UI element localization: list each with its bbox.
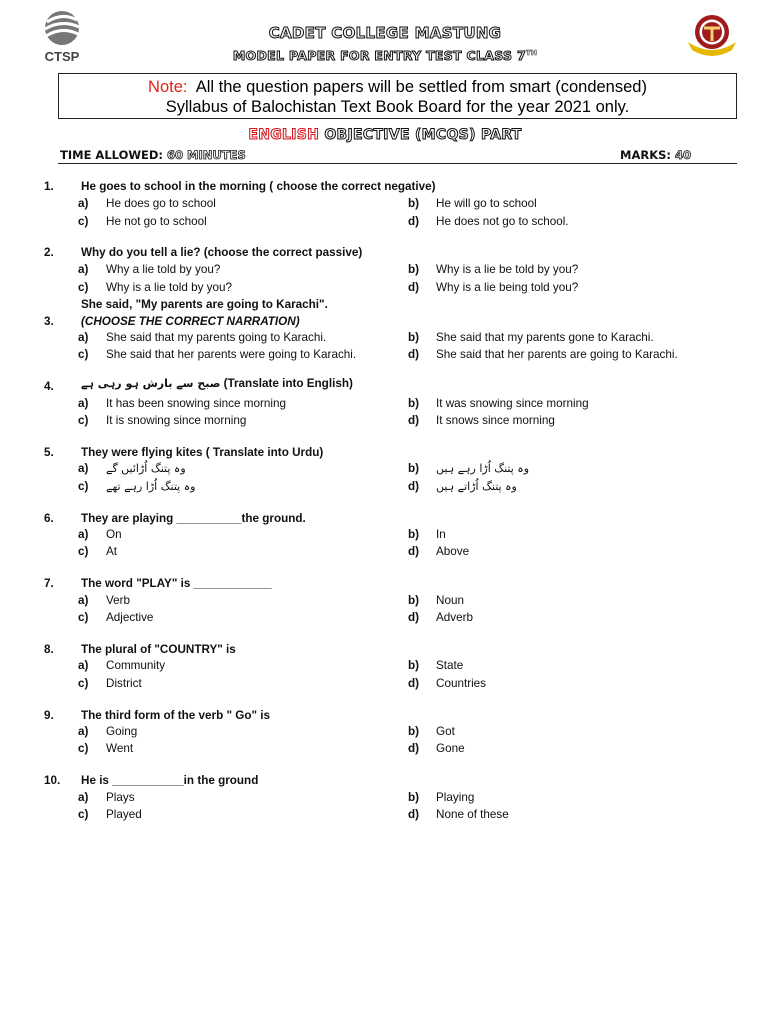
option-b: She said that my parents gone to Karachi.: [436, 331, 654, 344]
option-a: Why a lie told by you?: [106, 263, 221, 276]
question-stem: [81, 377, 353, 390]
option-label-b: b): [408, 197, 420, 210]
question-number: 7.: [44, 577, 54, 590]
option-c: وہ پتنگ اُڑا رہے تھے: [106, 480, 196, 493]
option-label-c: c): [78, 480, 89, 493]
option-label-a: a): [78, 331, 89, 344]
option-c: District: [106, 677, 142, 690]
option-d: It snows since morning: [436, 414, 555, 427]
option-a: Community: [106, 659, 166, 672]
option-label-a: a): [78, 725, 89, 738]
option-label-c: c): [78, 414, 89, 427]
option-label-a: a): [78, 791, 89, 804]
section-title-english: ENGLISH: [248, 127, 320, 143]
option-label-b: b): [408, 397, 420, 410]
note-text-1: All the question papers will be settled from smart (condensed): [195, 78, 647, 96]
paper-title-sup: TH: [525, 48, 538, 57]
option-a: وہ پتنگ اُڑائیں گے: [106, 462, 186, 475]
option-label-c: c): [78, 808, 89, 821]
option-label-a: a): [78, 528, 89, 541]
question-stem: The word "PLAY" is ____________: [81, 577, 272, 590]
option-label-b: b): [408, 462, 420, 475]
question-number: 6.: [44, 512, 54, 525]
option-label-a: a): [78, 263, 89, 276]
question-stem: He is ___________in the ground: [81, 774, 259, 787]
marks: [620, 148, 691, 162]
paper-title-text: MODEL PAPER FOR ENTRY TEST CLASS 7: [232, 48, 526, 63]
college-title: CADET COLLEGE MASTUNG: [268, 24, 502, 42]
option-label-a: a): [78, 397, 89, 410]
question-number: 3.: [44, 315, 54, 328]
option-label-c: c): [78, 348, 89, 361]
question-stem-text: (Translate into English): [220, 377, 353, 390]
option-b: Why is a lie be told by you?: [436, 263, 579, 276]
question-stem: They are playing __________the ground.: [81, 512, 306, 525]
option-b: He will go to school: [436, 197, 537, 210]
section-title-rest: OBJECTIVE (MCQS) PART: [319, 127, 522, 143]
question-number: 9.: [44, 709, 54, 722]
question-number: 2.: [44, 246, 54, 259]
option-label-a: a): [78, 462, 89, 475]
option-d: Adverb: [436, 611, 474, 624]
option-label-a: a): [78, 594, 89, 607]
question-stem-pre: She said, "My parents are going to Karachi".: [81, 298, 328, 311]
note-label: Note:: [148, 78, 188, 96]
option-b: In: [436, 528, 446, 541]
option-a: Going: [106, 725, 138, 738]
paper-title: [0, 48, 770, 63]
option-c: Went: [106, 742, 134, 755]
option-label-b: b): [408, 528, 420, 541]
option-label-d: d): [408, 545, 420, 558]
option-label-c: c): [78, 215, 89, 228]
option-d: Gone: [436, 742, 465, 755]
option-label-c: c): [78, 677, 89, 690]
question-number: 5.: [44, 446, 54, 459]
option-b: Playing: [436, 791, 475, 804]
option-label-d: d): [408, 808, 420, 821]
option-label-d: d): [408, 742, 420, 755]
marks-label: MARKS:: [620, 148, 675, 162]
option-b: Noun: [436, 594, 464, 607]
option-d: وہ پتنگ اُڑاتے ہیں: [436, 480, 517, 493]
option-a: Verb: [106, 594, 131, 607]
question-stem: Why do you tell a lie? (choose the correct passive): [81, 246, 363, 259]
option-label-c: c): [78, 611, 89, 624]
question-stem: He goes to school in the morning ( choose the correct negative): [81, 180, 436, 193]
option-b: وہ پتنگ اُڑا رہے ہیں: [436, 462, 530, 475]
option-b: State: [436, 659, 464, 672]
option-c: It is snowing since morning: [106, 414, 247, 427]
question-number: 10.: [44, 774, 61, 787]
option-a: On: [106, 528, 122, 541]
question-stem: They were flying kites ( Translate into Urdu): [81, 446, 324, 459]
question-stem: (CHOOSE THE CORRECT NARRATION): [81, 315, 300, 328]
option-c: Played: [106, 808, 142, 821]
option-label-d: d): [408, 281, 420, 294]
option-b: Got: [436, 725, 455, 738]
option-label-d: d): [408, 677, 420, 690]
option-label-b: b): [408, 263, 420, 276]
option-b: It was snowing since morning: [436, 397, 589, 410]
option-label-c: c): [78, 281, 89, 294]
option-d: None of these: [436, 808, 509, 821]
logo-text: CTSP: [44, 49, 80, 64]
option-d: Why is a lie being told you?: [436, 281, 579, 294]
option-label-b: b): [408, 725, 420, 738]
question-number: 1.: [44, 180, 54, 193]
option-a: He does go to school: [106, 197, 216, 210]
question-number: 8.: [44, 643, 54, 656]
option-d: He does not go to school.: [436, 215, 569, 228]
option-d: Above: [436, 545, 470, 558]
option-c: Adjective: [106, 611, 154, 624]
option-c: Why is a lie told by you?: [106, 281, 233, 294]
time-value: 60 MINUTES: [167, 148, 246, 162]
question-stem: The plural of "COUNTRY" is: [81, 643, 236, 656]
option-label-b: b): [408, 594, 420, 607]
option-label-a: a): [78, 197, 89, 210]
header-divider: [58, 163, 737, 164]
option-c: At: [106, 545, 118, 558]
time-allowed: [60, 148, 246, 162]
option-c: She said that her parents were going to Karachi.: [106, 348, 357, 361]
question-stem-urdu: صبح سے بارش ہو رہی ہے: [81, 377, 221, 390]
option-c: He not go to school: [106, 215, 207, 228]
option-label-c: c): [78, 545, 89, 558]
option-a: She said that my parents going to Karachi.: [106, 331, 327, 344]
option-a: It has been snowing since morning: [106, 397, 286, 410]
option-label-b: b): [408, 791, 420, 804]
question-number: 4.: [44, 380, 54, 393]
note-line-1: [58, 78, 737, 97]
option-a: Plays: [106, 791, 135, 804]
marks-value: 40: [675, 148, 692, 162]
option-label-d: d): [408, 348, 420, 361]
option-label-b: b): [408, 659, 420, 672]
option-label-b: b): [408, 331, 420, 344]
option-label-d: d): [408, 414, 420, 427]
option-label-d: d): [408, 480, 420, 493]
option-label-d: d): [408, 611, 420, 624]
section-title: [0, 127, 770, 143]
note-line-2: Syllabus of Balochistan Text Book Board for the year 2021 only.: [165, 98, 630, 116]
option-label-d: d): [408, 215, 420, 228]
option-d: Countries: [436, 677, 487, 690]
question-stem: The third form of the verb " Go" is: [81, 709, 271, 722]
option-label-c: c): [78, 742, 89, 755]
option-label-a: a): [78, 659, 89, 672]
option-d: She said that her parents are going to Karachi.: [436, 348, 678, 361]
time-label: TIME ALLOWED:: [60, 148, 168, 162]
